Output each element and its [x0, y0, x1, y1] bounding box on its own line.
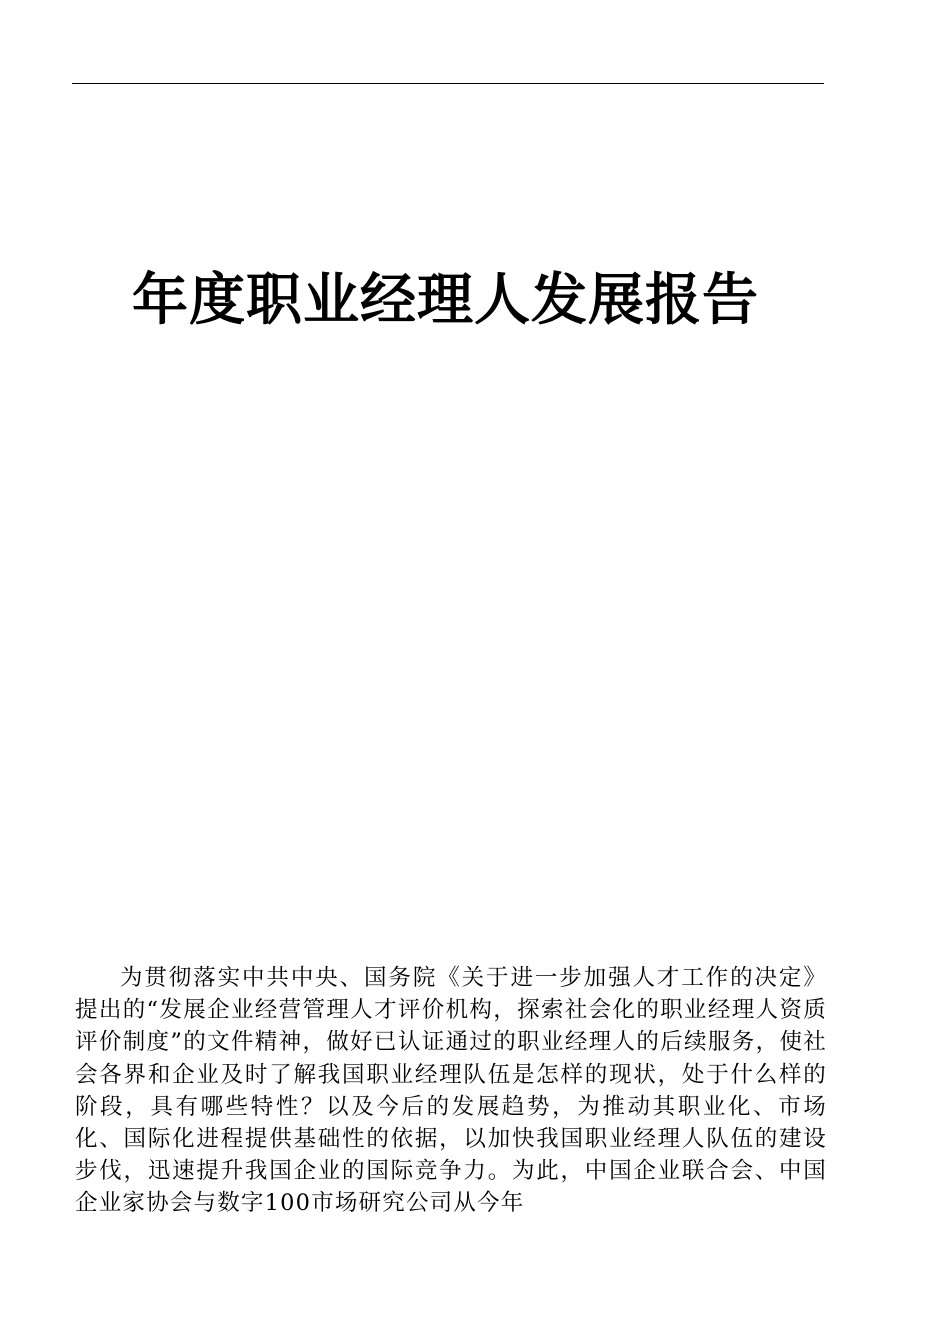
header-rule [72, 83, 824, 84]
body-paragraph: 为贯彻落实中共中央、国务院《关于进一步加强人才工作的决定》提出的“发展企业经营管理人才评价机构，探索社会化的职业经理人资质评价制度”的文件精神，做好已认证通过的职业经理人的后续服务，使社会各界和企业及时了解我国职业经理队伍是怎样的现状，处于什么样的阶段，具有哪些特性？以及今后的发展趋势，为推动其职业化、市场化、国际化进程提供基础性的依据，以加快我国职业经理人队伍的建设步伐，迅速提升我国企业的国际竞争力。为此，中国企业联合会、中国企业家协会与数字100市场研究公司从今年 [75, 965, 827, 1217]
document-title: 年度职业经理人发展报告 [132, 268, 759, 333]
